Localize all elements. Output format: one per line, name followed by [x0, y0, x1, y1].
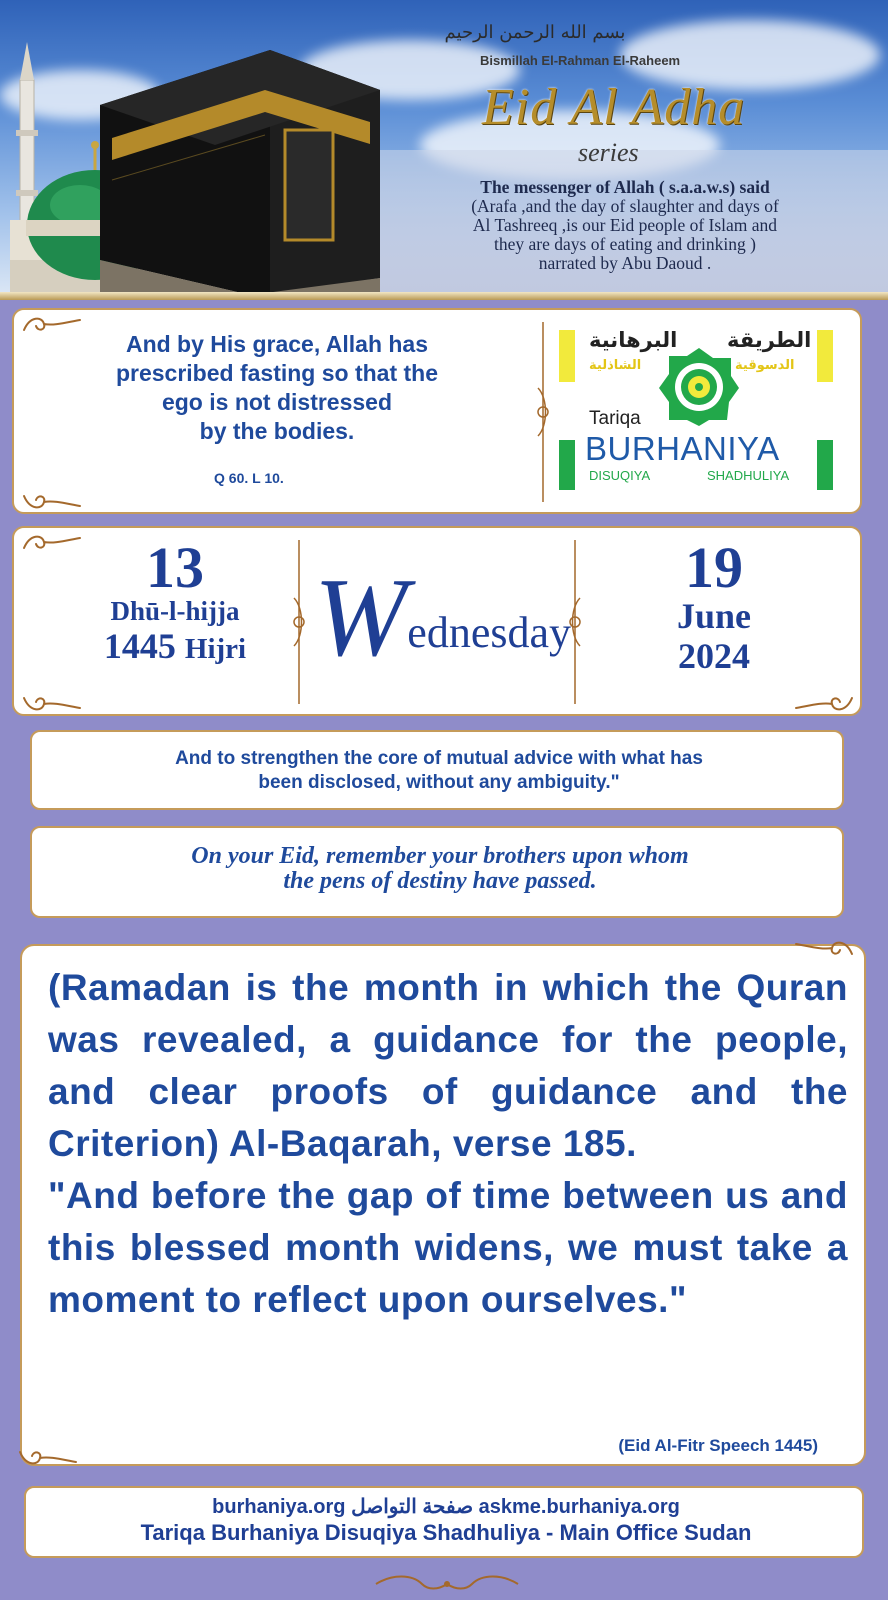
logo-arabic-tariqa: الطريقة — [727, 328, 812, 352]
hadith-line: (Arafa ,and the day of slaughter and days of — [471, 196, 779, 216]
gregorian-year: 2024 — [678, 636, 750, 676]
vertical-ornament-divider — [292, 536, 306, 708]
kaaba-mosque-illustration — [0, 20, 420, 295]
vertical-ornament-divider — [568, 536, 582, 708]
header-divider — [0, 292, 888, 300]
quote-reference: Q 60. L 10. — [214, 470, 284, 486]
hijri-month: Dhū-l-hijja — [110, 596, 240, 626]
hadith-text — [396, 178, 854, 273]
logo-emblem-icon — [657, 344, 741, 428]
ramadan-quote — [48, 962, 848, 1326]
hijri-year: 1445 — [103, 626, 176, 666]
corner-ornament-icon — [792, 692, 856, 714]
corner-ornament-icon — [16, 1446, 80, 1468]
fasting-quote — [42, 330, 512, 446]
logo-green-bar — [817, 440, 833, 490]
quote-line: On your Eid, remember your brothers upon whom — [191, 843, 689, 869]
series-title: Eid Al Adha — [482, 79, 746, 136]
quote-line: the pens of destiny have passed. — [283, 868, 597, 894]
gregorian-day: 19 — [685, 535, 743, 600]
quote-panel-eid — [30, 826, 844, 918]
logo-burhaniya: BURHANIYA — [585, 430, 780, 467]
advice-quote — [44, 747, 834, 795]
vertical-ornament-divider — [536, 318, 550, 506]
logo-yellow-bar — [817, 330, 833, 382]
gregorian-month: June — [676, 596, 752, 636]
reflection-quote: "And before the gap of time between us and this blessed month widens, we must take a moment to reflect upon ourselves." — [48, 1175, 848, 1320]
quote-line: prescribed fasting so that the — [115, 360, 439, 386]
hijri-date — [50, 535, 300, 669]
hijri-day: 13 — [146, 535, 204, 600]
basmala-transliteration: Bismillah El-Rahman El-Raheem — [480, 53, 681, 68]
footer-organization: Tariqa Burhaniya Disuqiya Shadhuliya - Main Office Sudan — [140, 1520, 752, 1545]
weekday-initial: W — [314, 556, 408, 680]
hadith-line: Al Tashreeq ,is our Eid people of Islam and — [472, 215, 778, 235]
footer-panel — [24, 1486, 864, 1558]
corner-ornament-icon — [20, 692, 84, 714]
hadith-line: The messenger of Allah ( s.a.a.w.s) said — [480, 177, 770, 197]
logo-arabic-disuqiya: الدسوقية — [735, 358, 795, 373]
bottom-ornament-icon — [372, 1574, 522, 1594]
logo-disuqiya: DISUQIYA — [589, 468, 651, 483]
logo-arabic-burhaniya: البرهانية — [589, 328, 678, 352]
quote-line: by the bodies. — [199, 418, 355, 444]
speech-citation: (Eid Al-Fitr Speech 1445) — [618, 1436, 818, 1455]
quote-line: And to strengthen the core of mutual advice with what has — [175, 748, 703, 769]
weekday — [314, 556, 584, 680]
quote-line: ego is not distressed — [161, 389, 393, 415]
logo-arabic-shadhuliya: الشاذلية — [589, 358, 642, 373]
logo-green-bar — [559, 440, 575, 490]
basmala-arabic: بسم الله الرحمن الرحيم — [444, 22, 626, 43]
header-banner — [0, 0, 888, 300]
ramadan-verse: (Ramadan is the month in which the Quran was revealed, a guidance for the people, and clear proofs of guidance and the Criterion) Al-Baqarah, verse 185. — [48, 967, 848, 1164]
weekday-rest: ednesday — [407, 608, 572, 657]
corner-ornament-icon — [792, 938, 856, 960]
burhaniya-logo — [549, 318, 849, 508]
gregorian-date — [614, 535, 814, 676]
corner-ornament-icon — [20, 490, 84, 512]
date-panel — [12, 526, 862, 716]
hadith-line: they are days of eating and drinking ) — [494, 234, 756, 254]
quote-line: And by His grace, Allah has — [125, 331, 429, 357]
quote-panel-fasting — [12, 308, 862, 514]
footer-links[interactable]: burhaniya.org صفحة التواصل askme.burhaniya.org — [212, 1496, 680, 1518]
logo-tariqa: Tariqa — [589, 408, 641, 429]
quote-panel-ramadan — [20, 944, 866, 1466]
eid-remembrance-quote — [50, 844, 830, 894]
logo-yellow-bar — [559, 330, 575, 382]
hijri-label: Hijri — [184, 633, 247, 665]
quote-panel-advice — [30, 730, 844, 810]
quote-line: been disclosed, without any ambiguity." — [258, 772, 620, 793]
series-subtitle: series — [578, 138, 639, 167]
logo-shadhuliya: SHADHULIYA — [707, 468, 790, 483]
hijri-year-line — [50, 626, 300, 669]
hadith-line: narrated by Abu Daoud . — [538, 253, 712, 273]
